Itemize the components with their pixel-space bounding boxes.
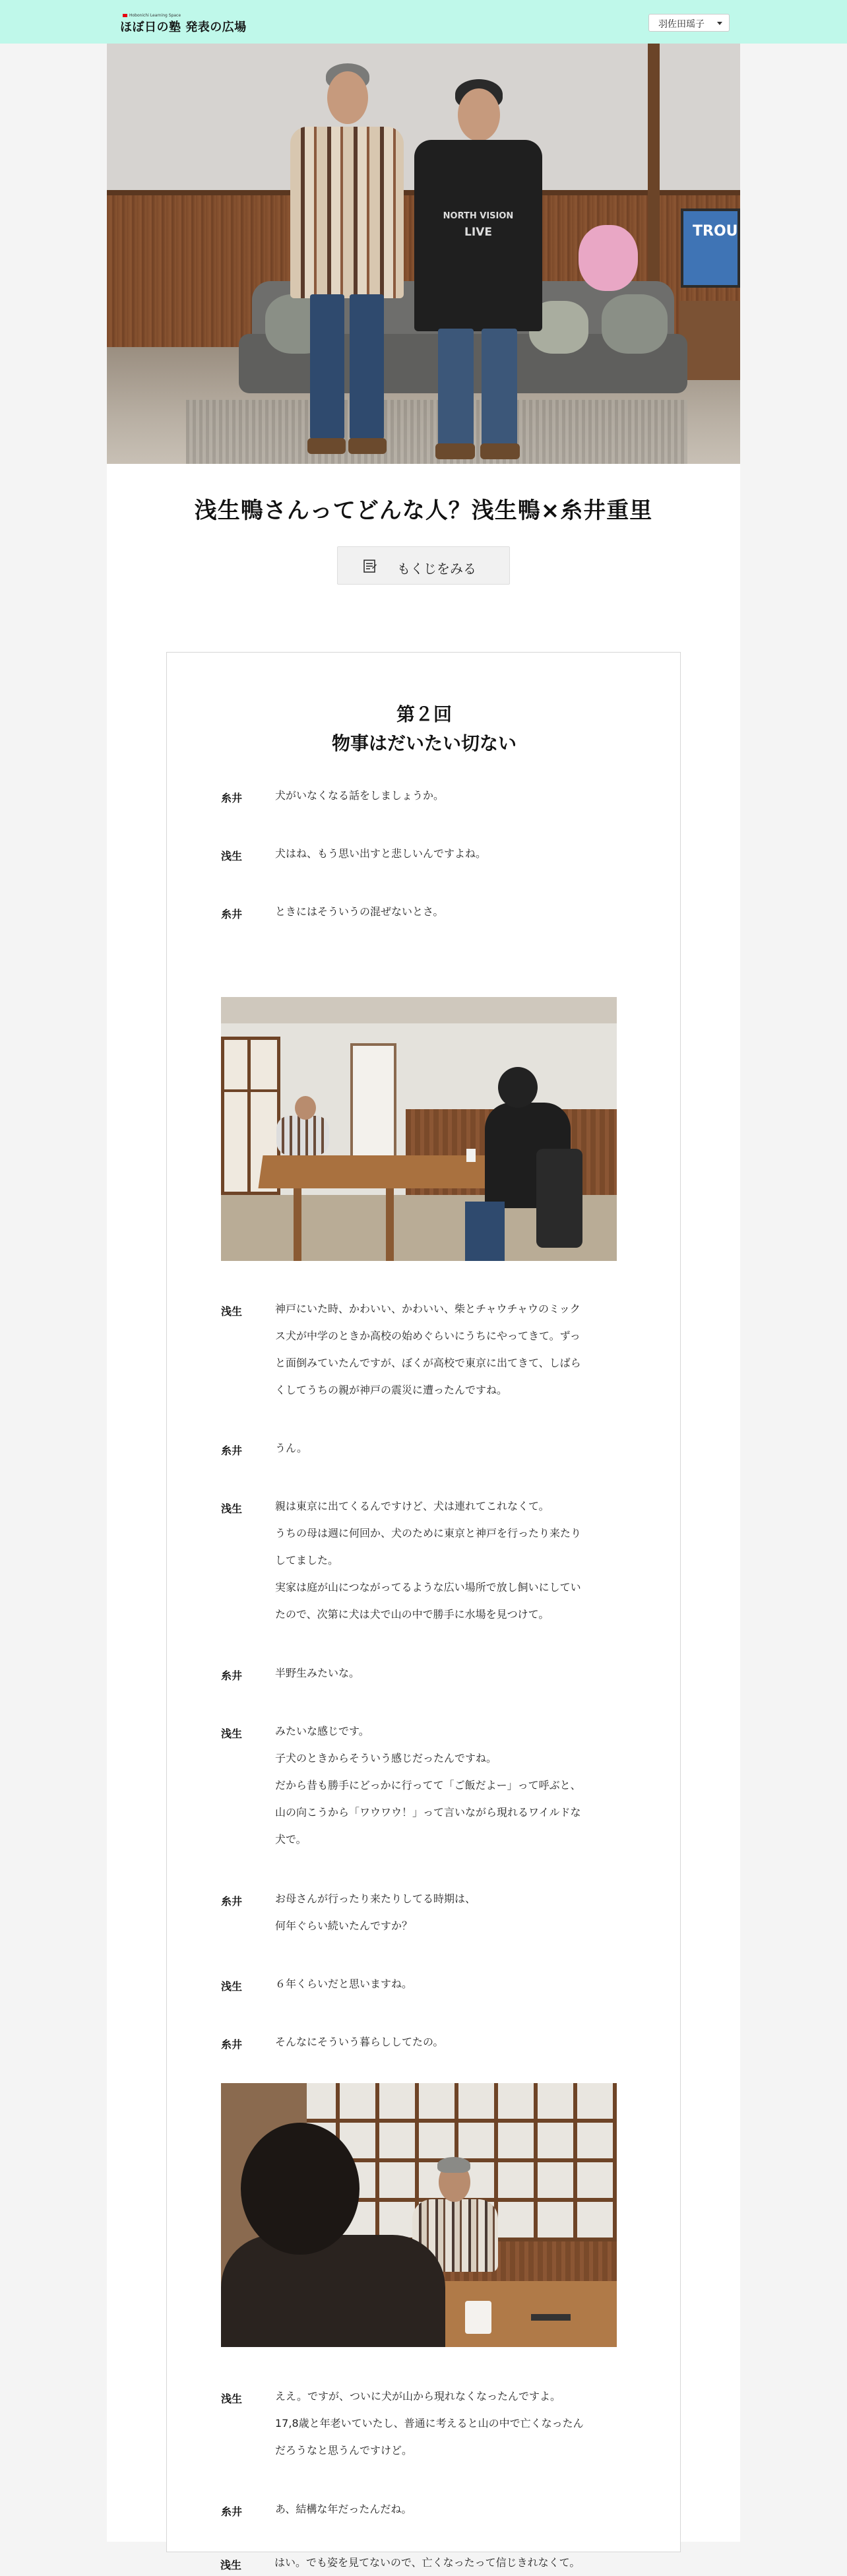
speaker-name: 糸井 [221, 908, 243, 920]
speaker-name: 糸井 [221, 2505, 243, 2518]
dialogue-text: 親は東京に出てくるんですけど、犬は連れてこれなくて。 うちの母は週に何回か、犬のために東京と神戸を行ったり来たり してました。 実家は庭が山につながってるような広い場所で放し飼いにしてい たので、次第に犬は犬で山の中で勝手に水場を見つけて。 [275, 1500, 582, 1621]
speaker-name: 浅生 [221, 1980, 243, 1993]
plush-toy [579, 225, 638, 291]
main-content [107, 44, 740, 2571]
toc-button-label: もくじをみる [397, 561, 476, 577]
user-name: 羽佐田瑶子 [658, 19, 705, 30]
chevron-down-icon [717, 22, 722, 25]
header-bar [0, 0, 847, 44]
speaker-name: 糸井 [221, 792, 243, 804]
chapter-title: 物事はだいたい切ない [331, 732, 517, 754]
dialogue-text: 半野生みたいな。 [275, 1667, 360, 1679]
dialogue-text: そんなにそういう暮らししてたの。 [275, 2036, 444, 2048]
article-photo-across-table [221, 2083, 617, 2347]
logo-subtitle: Hobonichi Learning Space [129, 13, 181, 18]
person-right [409, 79, 548, 462]
speaker-name: 浅生 [221, 1727, 243, 1740]
hero-photo [107, 44, 740, 464]
chapter-number: 第２回 [396, 703, 452, 725]
dialogue-text: お母さんが行ったり来たりしてる時期は、 何年ぐらい続いたんですか？ [275, 1892, 476, 1932]
user-select-dropdown[interactable] [648, 14, 730, 32]
dialogue-text: 神戸にいた時、かわいい、かわいい、柴とチャウチャウのミック ス犬が中学のときか高校の始めぐらいにうちにやってきて。ずっ と面倒みていたんですが、ぼくが高校で東京に出てきて、しばら くしてうちの親が神戸の震災に遭ったんですね。 [275, 1303, 581, 1396]
dialogue-text: あ、結構な年だったんだね。 [275, 2503, 412, 2515]
speaker-name: 糸井 [221, 1895, 243, 1908]
logo-title: ほぼ日の塾 発表の広場 [120, 20, 247, 34]
logo-red-mark [123, 14, 127, 17]
speaker-name: 浅生 [221, 1305, 243, 1318]
speaker-name: 糸井 [221, 1669, 243, 1682]
poster-text: TROU [693, 223, 738, 240]
dialogue-text: 犬がいなくなる話をしましょうか。 [275, 789, 445, 802]
speaker-name: 浅生 [221, 1502, 243, 1515]
speaker-name: 糸井 [221, 2038, 243, 2051]
dialogue-text: ええ。ですが、ついに犬が山から現れなくなったんですよ。 17,8歳と年老いていたし、普通に考えると山の中で亡くなったん だろうなと思うんですけど。 [275, 2390, 584, 2457]
person-left [284, 63, 409, 459]
site-logo[interactable] [120, 13, 278, 37]
dialogue-text: 犬はね、もう思い出すと悲しいんですよね。 [275, 847, 487, 860]
toc-button[interactable] [337, 546, 510, 585]
speaker-name: 浅生 [221, 850, 243, 862]
speaker-name: 浅生 [220, 2559, 242, 2571]
dialogue-text: ときにはそういうの混ぜないとさ。 [275, 905, 444, 918]
dialogue-text: はい。でも姿を見てないので、亡くなったって信じきれなくて。 [274, 2556, 580, 2569]
hoodie-print-bottom: LIVE [464, 226, 492, 239]
list-document-icon [363, 559, 377, 573]
poster [681, 209, 740, 288]
article-card [166, 652, 681, 2552]
hoodie-print-top: NORTH VISION [443, 211, 514, 221]
page-title: 浅生鴨さんってどんな人？浅生鴨×糸井重里 [194, 498, 653, 524]
article-photo-meeting-room [221, 997, 617, 1261]
dialogue-text: うん。 [275, 1442, 307, 1454]
dialogue-text: ６年くらいだと思いますね。 [275, 1978, 413, 1990]
speaker-name: 浅生 [221, 2393, 243, 2405]
speaker-name: 糸井 [221, 1444, 243, 1457]
dialogue-text: みたいな感じです。 子犬のときからそういう感じだったんですね。 だから昔も勝手にどっかに行ってて「ご飯だよー」って呼ぶと、 山の向こうから「ワウワウ！」って言いながら現れるワイルドな 犬で。 [275, 1725, 581, 1846]
